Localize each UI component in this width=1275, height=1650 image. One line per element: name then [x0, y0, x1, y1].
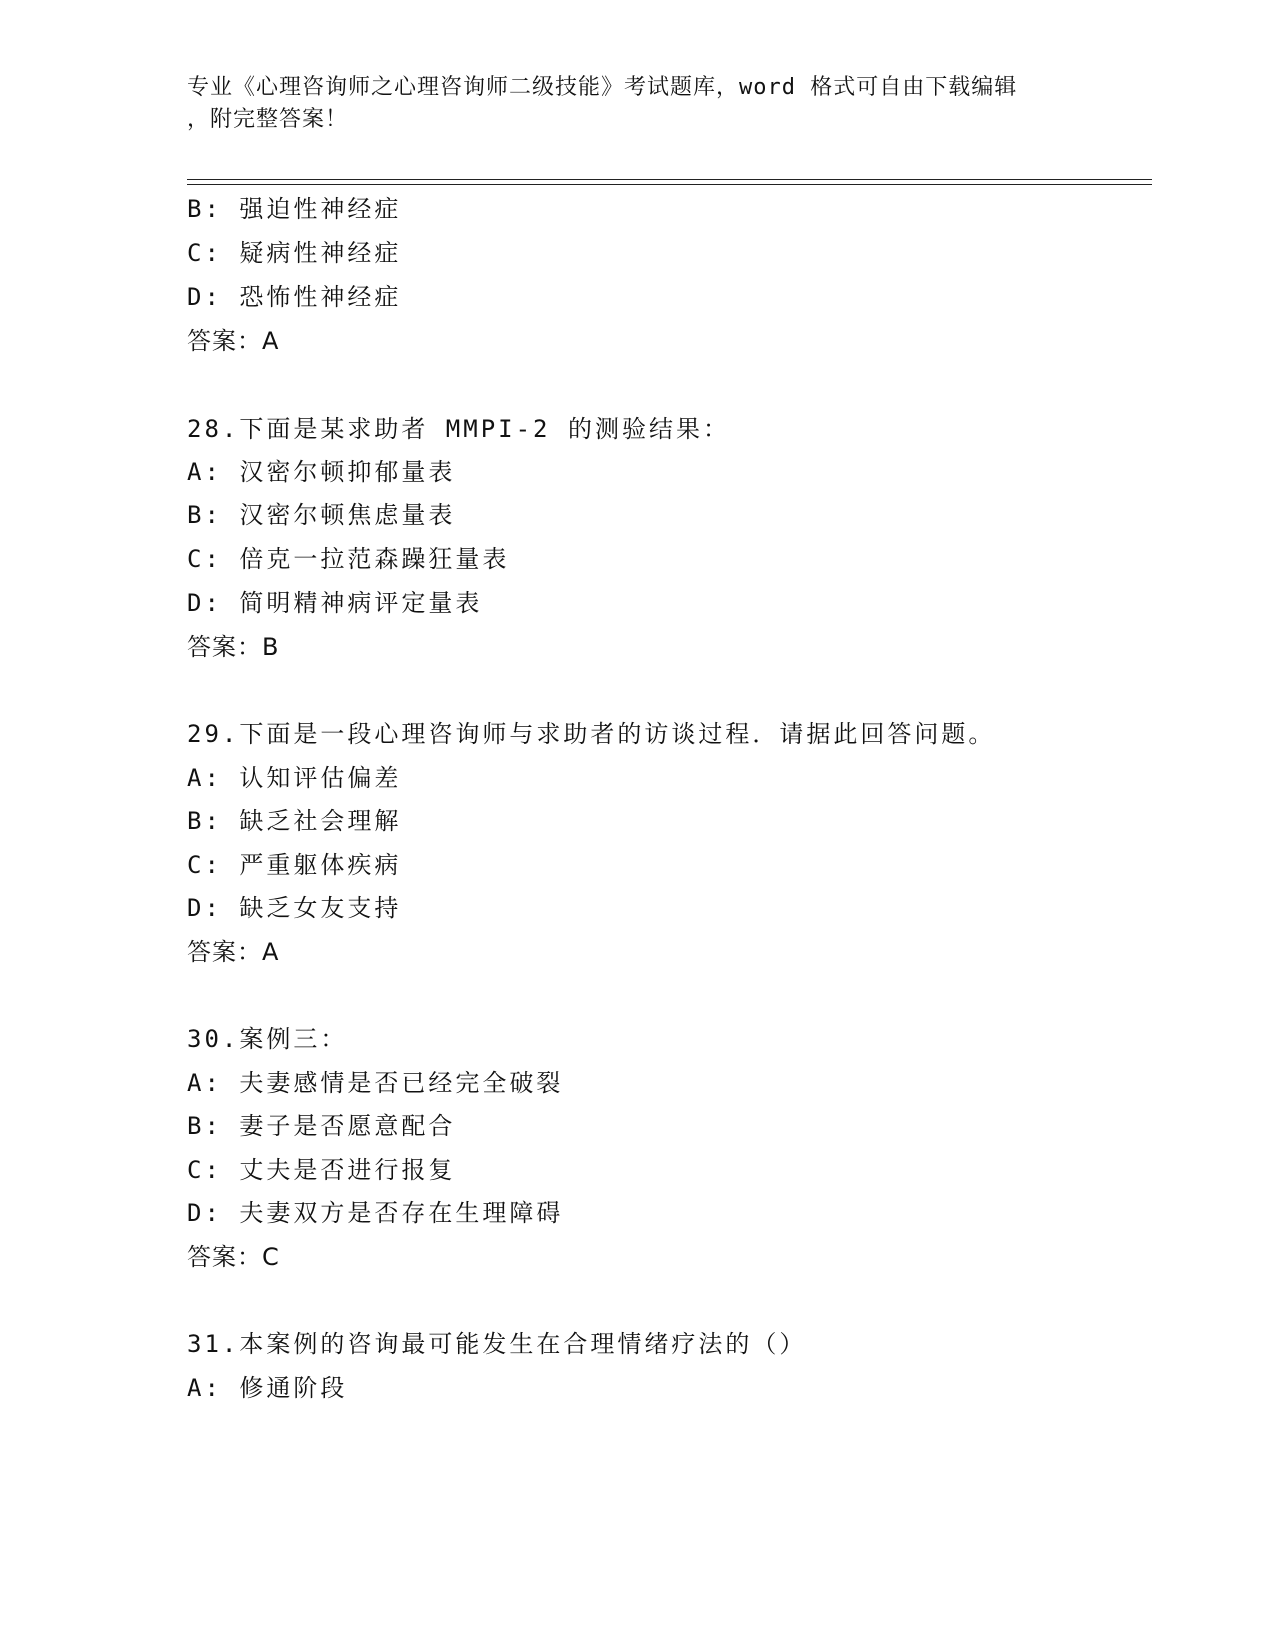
option-b: B: 缺乏社会理解 [187, 807, 402, 835]
question-30: 30.案例三： [187, 1025, 348, 1053]
document-header [187, 72, 1067, 136]
answer-line: 答案：B [187, 633, 280, 661]
option-d: D: 夫妻双方是否存在生理障碍 [187, 1199, 564, 1227]
option-b: B: 强迫性神经症 [187, 195, 402, 223]
question-29: 29.下面是一段心理咨询师与求助者的访谈过程．请据此回答问题。 [187, 720, 996, 748]
option-c: C: 疑病性神经症 [187, 239, 402, 267]
header-line-2: ，附完整答案！ [187, 107, 349, 132]
answer-line: 答案：A [187, 327, 280, 355]
option-b: B: 妻子是否愿意配合 [187, 1112, 456, 1140]
answer-line: 答案：C [187, 1243, 280, 1271]
option-a: A: 汉密尔顿抑郁量表 [187, 458, 456, 486]
option-c: C: 倍克一拉范森躁狂量表 [187, 545, 510, 573]
option-a: A: 夫妻感情是否已经完全破裂 [187, 1069, 564, 1097]
option-c: C: 丈夫是否进行报复 [187, 1156, 456, 1184]
option-a: A: 修通阶段 [187, 1374, 348, 1402]
option-d: D: 恐怖性神经症 [187, 283, 402, 311]
question-31: 31.本案例的咨询最可能发生在合理情绪疗法的（） [187, 1330, 807, 1358]
option-b: B: 汉密尔顿焦虑量表 [187, 501, 456, 529]
header-rule-bottom [187, 184, 1152, 185]
option-d: D: 缺乏女友支持 [187, 894, 402, 922]
header-line-1: 专业《心理咨询师之心理咨询师二级技能》考试题库，word 格式可自由下载编辑 [187, 75, 1018, 100]
option-d: D: 简明精神病评定量表 [187, 589, 483, 617]
option-a: A: 认知评估偏差 [187, 764, 402, 792]
question-28: 28.下面是某求助者 MMPI-2 的测验结果： [187, 415, 730, 443]
answer-line: 答案：A [187, 938, 280, 966]
header-rule-top [187, 179, 1152, 180]
option-c: C: 严重躯体疾病 [187, 851, 402, 879]
